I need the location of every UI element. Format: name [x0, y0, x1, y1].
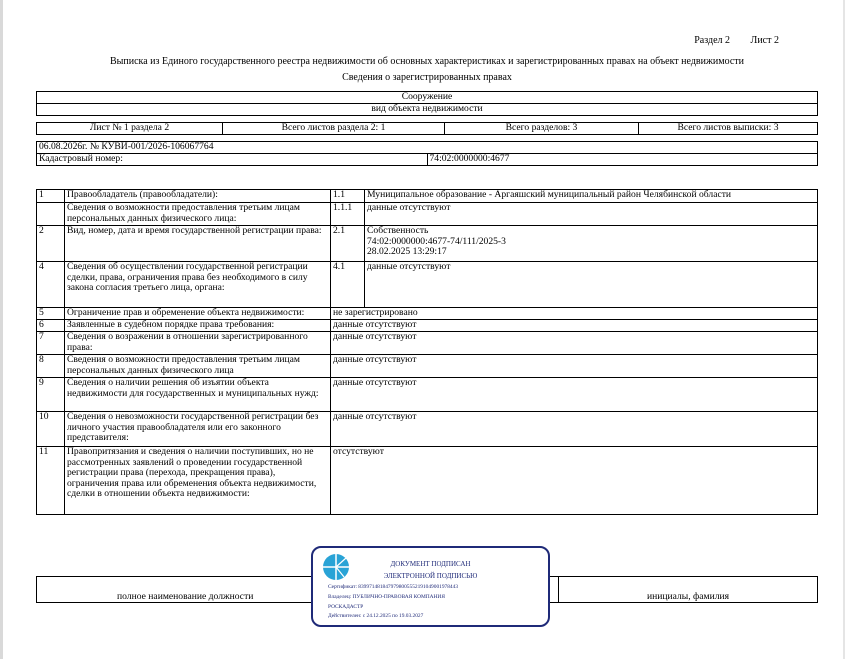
document-title: Выписка из Единого государственного реестра недвижимости об основных характеристиках и зарегистрированных правах на объект недвижимости: [109, 56, 744, 67]
row-number: 4: [37, 262, 65, 308]
table-row: [37, 355, 818, 378]
row-value: Собственность 74:02:0000000:4677-74/111/2025-3 28.02.2025 13:29:17: [365, 226, 818, 262]
doc-info-table: [36, 141, 818, 166]
section-sheet-header: [676, 35, 779, 46]
row-value: данные отсутствуют: [331, 378, 818, 412]
row-number: 9: [37, 378, 65, 412]
sheet-of-section: Лист № 1 раздела 2: [37, 123, 223, 135]
row-number: 7: [37, 332, 65, 355]
total-sheets: Всего листов выписки: 3: [639, 123, 818, 135]
row-value: данные отсутствуют: [331, 320, 818, 332]
section-label: Раздел 2: [694, 35, 731, 46]
table-row: [37, 190, 818, 203]
signature-left-border: [36, 576, 37, 602]
table-row: [37, 378, 818, 412]
sheet-info-table: [36, 122, 818, 135]
row-value: данные отсутствуют: [331, 412, 818, 447]
row-label: Сведения о возможности предоставления третьим лицам персональных данных физического лица:: [65, 203, 331, 226]
table-row: [37, 332, 818, 355]
signature-right-border: [817, 576, 818, 602]
total-sections: Всего разделов: 3: [445, 123, 639, 135]
row-number: 11: [37, 447, 65, 515]
row-label: Сведения о невозможности государственной регистрации без личного участия правообладателя или его законного представителя:: [65, 412, 331, 447]
total-sheets-section: Всего листов раздела 2: 1: [223, 123, 445, 135]
table-row: [37, 447, 818, 515]
stamp-line2: ЭЛЕКТРОННОЙ ПОДПИСЬЮ: [383, 572, 478, 580]
row-label: Сведения о возможности предоставления третьим лицам персональных данных физического лица: [65, 355, 331, 378]
table-row: [37, 262, 818, 308]
row-code: 2.1: [331, 226, 365, 262]
stamp-certificate: Сертификат: 8399714818479798005552191049001978443: [328, 584, 459, 590]
row-value: не зарегистрировано: [331, 308, 818, 320]
object-type: Сооружение: [37, 92, 818, 104]
row-number: 10: [37, 412, 65, 447]
row-number: 1: [37, 190, 65, 203]
signature-divider: [558, 576, 559, 602]
table-row: [37, 412, 818, 447]
row-value: данные отсутствуют: [365, 203, 818, 226]
sheet-label: Лист 2: [750, 35, 779, 46]
name-caption: инициалы, фамилия: [647, 591, 730, 602]
table-row: [37, 226, 818, 262]
row-label: Правообладатель (правообладатели):: [65, 190, 331, 203]
object-type-caption: вид объекта недвижимости: [37, 104, 818, 116]
table-row: [37, 203, 818, 226]
row-number: 5: [37, 308, 65, 320]
table-row: [37, 320, 818, 332]
row-number: 6: [37, 320, 65, 332]
cadastral-label: Кадастровый номер:: [37, 154, 428, 166]
row-code: 1.1: [331, 190, 365, 203]
stamp-owner-name: РОСКАДАСТР: [328, 604, 364, 610]
stamp-owner: Владелец: ПУБЛИЧНО-ПРАВОВАЯ КОМПАНИЯ: [328, 594, 445, 600]
row-code: 1.1.1: [331, 203, 365, 226]
cadastral-value: 74:02:0000000:4677: [427, 154, 818, 166]
row-value: данные отсутствуют: [331, 332, 818, 355]
position-caption: полное наименование должности: [117, 591, 254, 602]
rights-table: [36, 189, 818, 515]
row-label: Сведения об осуществлении государственной регистрации сделки, права, ограничения права без необходимого в силу закона согласия третьего лица, органа:: [65, 262, 331, 308]
row-label: Сведения о наличии решения об изъятии объекта недвижимости для государственных и муниципальных нужд:: [65, 378, 331, 412]
stamp-validity: Действителен: с 24.12.2025 по 19.03.2027: [328, 613, 424, 619]
row-value: отсутствуют: [331, 447, 818, 515]
row-label: Вид, номер, дата и время государственной регистрации права:: [65, 226, 331, 262]
row-value: данные отсутствуют: [331, 355, 818, 378]
table-row: [37, 308, 818, 320]
stamp-line1: ДОКУМЕНТ ПОДПИСАН: [390, 560, 471, 568]
row-value: Муниципальное образование - Аргаяшский муниципальный район Челябинской области: [365, 190, 818, 203]
row-label: Ограничение прав и обременение объекта недвижимости:: [65, 308, 331, 320]
row-number: 2: [37, 226, 65, 262]
row-label: Сведения о возражении в отношении зарегистрированного права:: [65, 332, 331, 355]
row-label: Заявленные в судебном порядке права требования:: [65, 320, 331, 332]
object-type-table: [36, 91, 818, 116]
row-label: Правопритязания и сведения о наличии поступивших, но не рассмотренных заявлений о проведении государственной регистрации права (перехода, прекращения права), ограничения права или обременения объекта недвижимости, сделки в отношении объекта недвижимости:: [65, 447, 331, 515]
electronic-signature-stamp: [311, 546, 550, 627]
page-left-edge: [0, 0, 3, 659]
doc-date-number: 06.08.2026г. № КУВИ-001/2026-106067764: [37, 142, 818, 154]
document-subtitle: Сведения о зарегистрированных правах: [342, 72, 512, 83]
row-value: данные отсутствуют: [365, 262, 818, 308]
row-code: 4.1: [331, 262, 365, 308]
row-number: 8: [37, 355, 65, 378]
row-number: [37, 203, 65, 226]
